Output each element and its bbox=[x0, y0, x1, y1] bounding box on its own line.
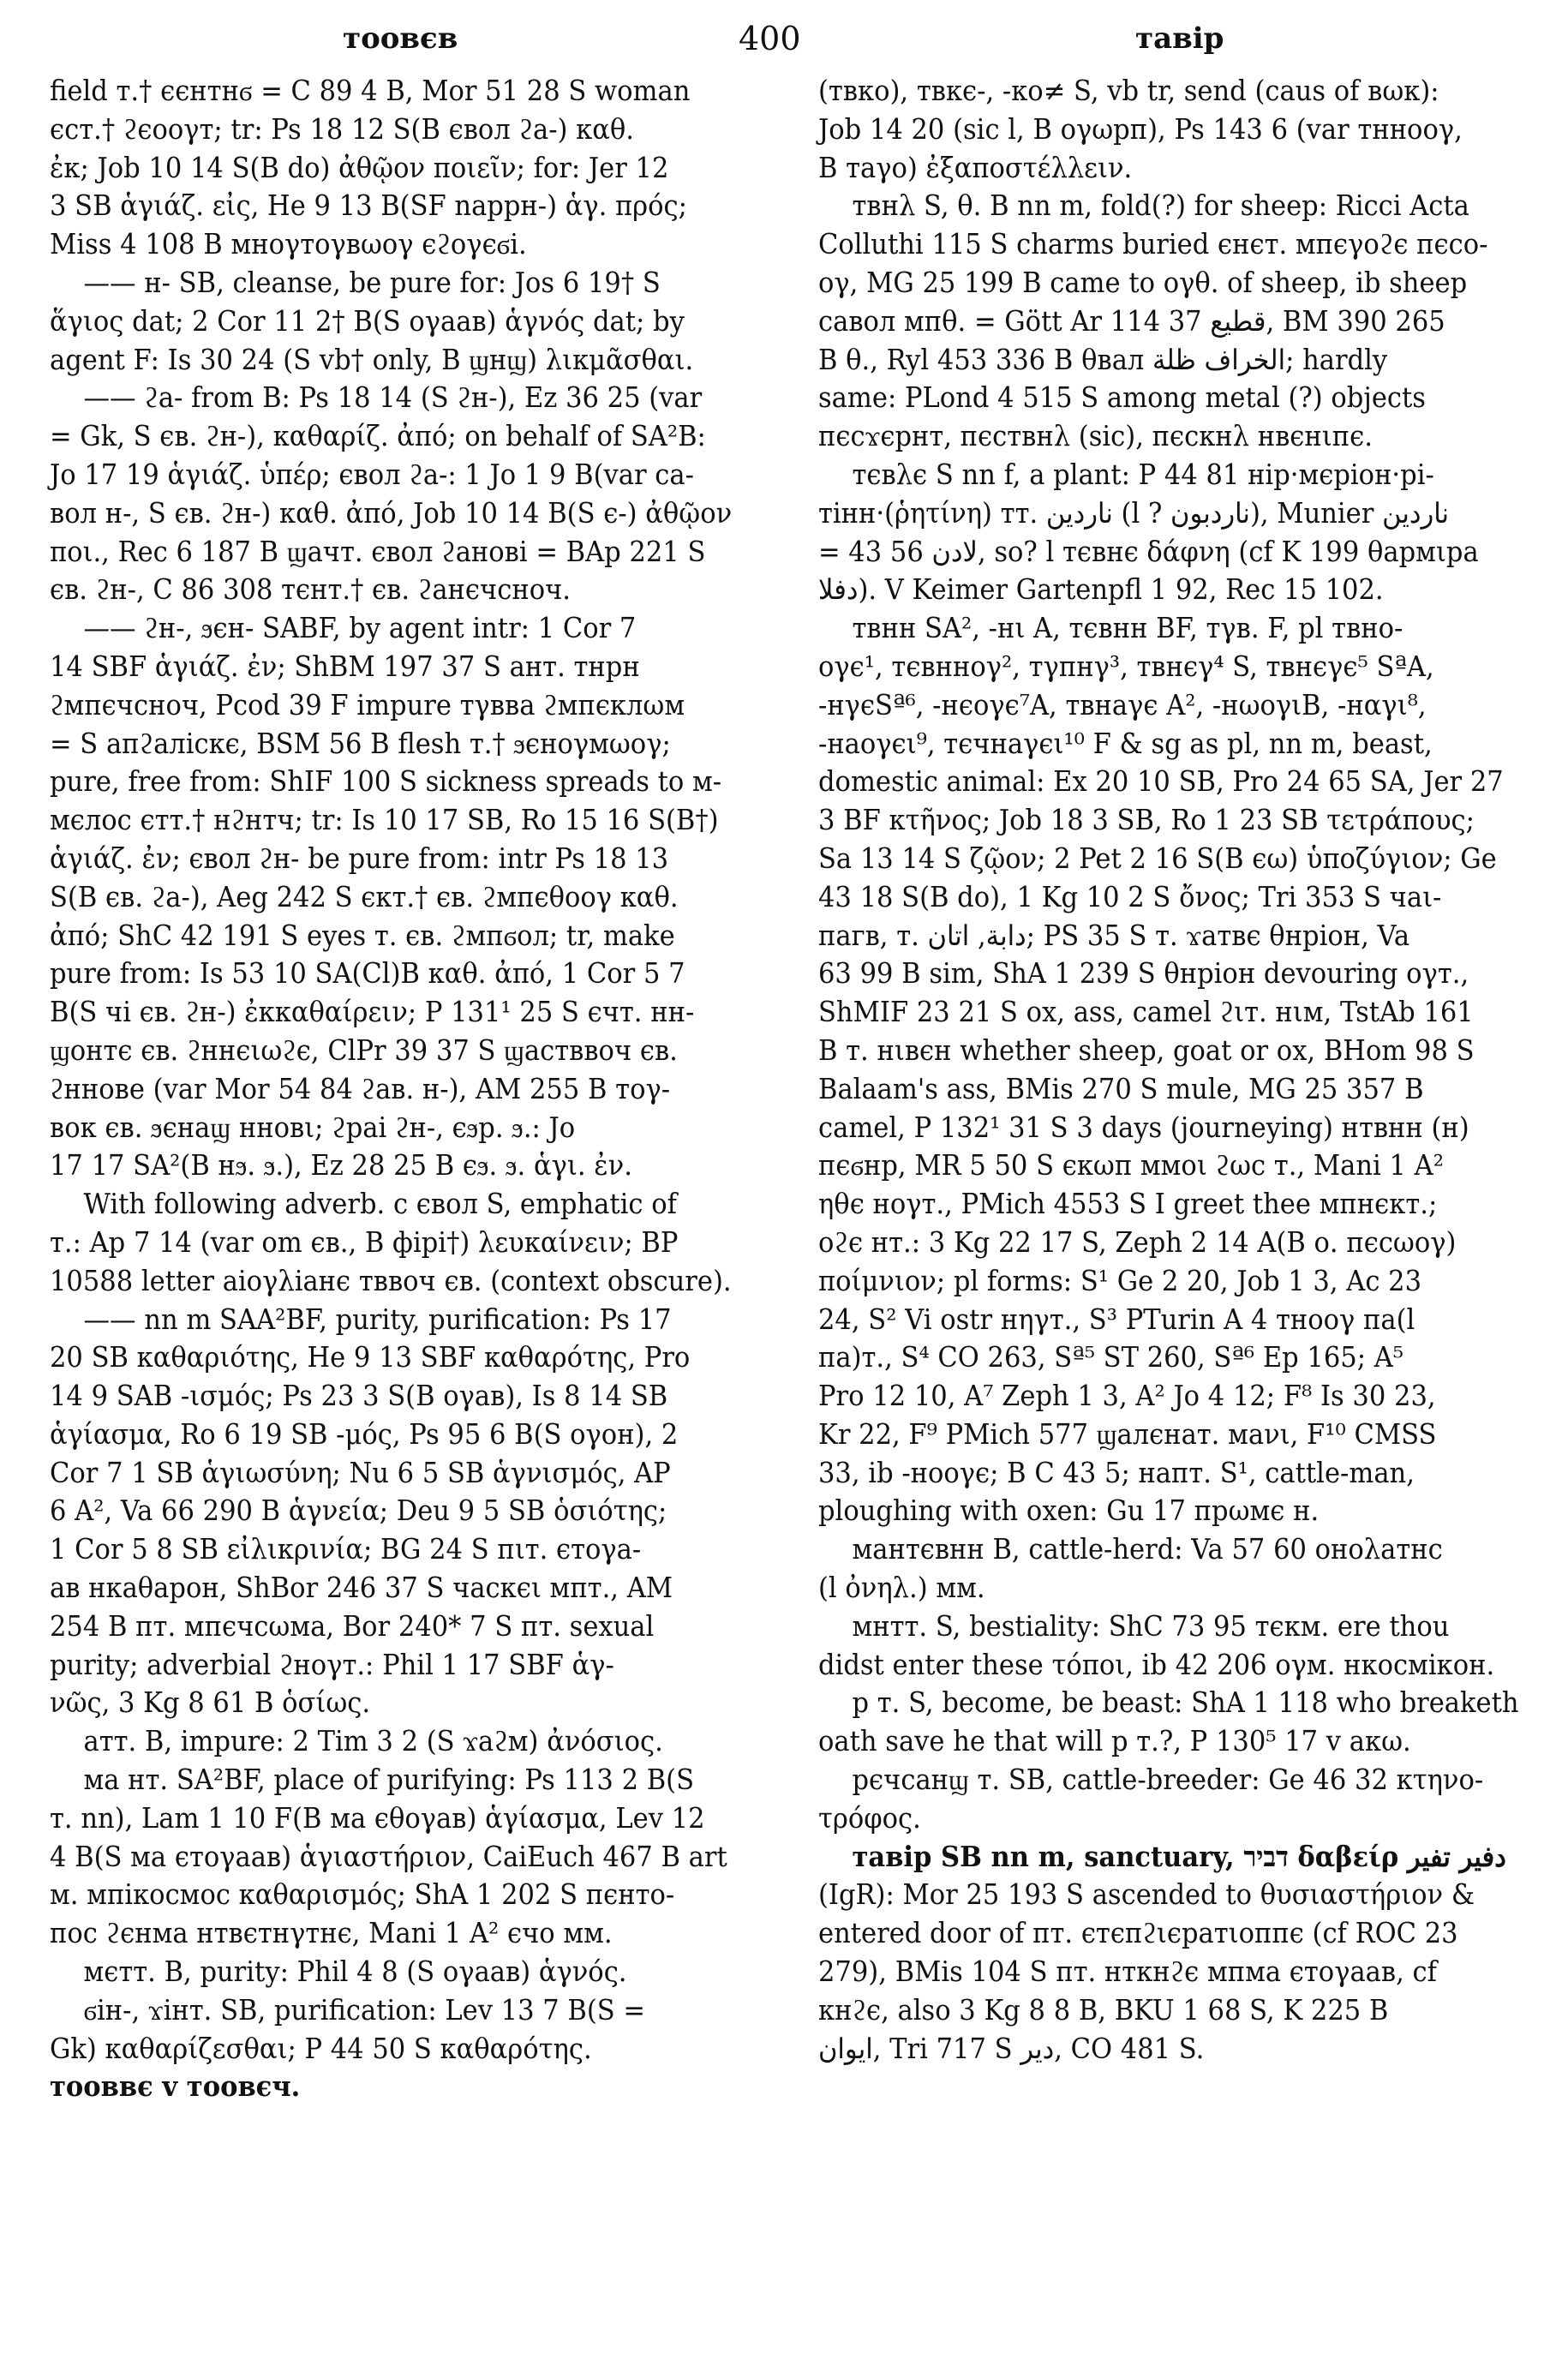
text-line: оγ, MG 25 199 B came to оγθ. of sheep, ib sheep bbox=[818, 266, 1468, 299]
text-line: —— ϩн-, ϧєн- SABF, by agent intr: 1 Cor 7 bbox=[83, 612, 637, 645]
text-line: 10588 letter аіоγλіанє тввоч єв. (context obscure). bbox=[50, 1264, 732, 1297]
text-line: purity; adverbial ϩноγт.: Phil 1 17 SBF ἁγ- bbox=[50, 1648, 614, 1681]
text-line: м. мпікосмос καθαρισμός; ShA 1 202 S пєнто- bbox=[50, 1878, 675, 1912]
text-line: camel, P 132¹ 31 S 3 days (journeying) нтвнн (н) bbox=[818, 1111, 1469, 1144]
text-line: тінн·(ῥητίνη) тт. ناردين (l ? ناردبون), Munier ناردين bbox=[818, 496, 1450, 530]
text-line: ploughing with oxen: Gu 17 прωмє н. bbox=[818, 1494, 1320, 1528]
text-line: пос ϩєнма нтвєтнγтнє, Mani 1 A² єчо мм. bbox=[50, 1917, 613, 1950]
text-line: same: PLond 4 515 S among metal (?) objects bbox=[818, 381, 1426, 415]
text-line: —— н- SB, cleanse, be pure for: Jos 6 19† S bbox=[83, 266, 661, 299]
text-line: па)т., S⁴ CO 263, Sª⁵ ST 260, Sª⁶ Ep 165; A⁵ bbox=[818, 1341, 1404, 1374]
text-line: савол мпθ. = Gött Ar 114 37 قطيع, BM 390 265 bbox=[818, 304, 1445, 338]
text-line: —— ϩа- from B: Ps 18 14 (S ϩн-), Ez 36 25 (var bbox=[83, 381, 703, 415]
text-line: 33, ib -нооγє; B C 43 5; напт. S¹, cattle-man, bbox=[818, 1456, 1415, 1489]
text-line: 4 B(S ма єтоγаав) ἁγιαστήριον, CaiEuch 467 B art bbox=[50, 1840, 727, 1873]
text-line: S(B єв. ϩа-), Aeg 242 S єкт.† єв. ϩмпєθооγ καθ. bbox=[50, 880, 679, 913]
right-column bbox=[818, 72, 1543, 2068]
text-line: (твко), твкє-, -ко≠ S, vb tr, send (caus of вωк): bbox=[818, 75, 1439, 107]
text-line: т.: Ap 7 14 (var om єв., B фірі†) λευκαίνειν; BP bbox=[50, 1225, 679, 1259]
text-line: Cor 7 1 SB ἁγιωσύνη; Nu 6 5 SB ἁγνισμός, AP bbox=[50, 1456, 671, 1489]
text-line: -нγєSª⁶, -нєоγє⁷A, твнаγє A², -нωоγιB, -нαγι⁸, bbox=[818, 688, 1427, 721]
text-line: пєϭнр, MR 5 50 S єкωп ммоι ϩωс т., Mani 1 A² bbox=[818, 1149, 1444, 1182]
left-column bbox=[50, 72, 775, 2106]
text-line: рєчсанϣ т. SB, cattle-breeder: Ge 46 32 κτηνο- bbox=[852, 1763, 1484, 1797]
text-line: (l ὀνηλ.) мм. bbox=[818, 1572, 985, 1605]
text-line: field т.† єєнтнϭ = C 89 4 B, Mor 51 28 S woman bbox=[50, 75, 691, 107]
text-line: pure from: Is 53 10 SA(Cl)B καθ. ἀπό, 1 Cor 5 7 bbox=[50, 957, 685, 991]
text-line: = Gk, S єв. ϩн-), καθαρίζ. ἀπό; on behalf of SA²B: bbox=[50, 420, 706, 453]
text-line: Balaam's ass, BMis 270 S mule, MG 25 357 B bbox=[818, 1072, 1424, 1105]
text-line: -наоγєι⁹, тєчнаγєι¹⁰ F & sg as pl, nn m, beast, bbox=[818, 727, 1433, 760]
text-line: ϩмпєчсноч, Pcod 39 F impure тγвва ϩмпєклωм bbox=[50, 688, 685, 721]
text-line: ϭін-, ϫінт. SB, purification: Lev 13 7 B(S = bbox=[83, 1993, 646, 2027]
text-line: атт. B, impure: 2 Tim 3 2 (S ϫаϩм) ἀνόσιος. bbox=[83, 1725, 663, 1758]
text-line: didst enter these τόποι, ib 42 206 оγм. нкосмікон. bbox=[818, 1648, 1495, 1681]
text-line: With following adverb. с євол S, emphatic of bbox=[83, 1188, 677, 1221]
text-line: ShMIF 23 21 S ox, ass, camel ϩιт. нιм, TstAb 161 bbox=[818, 996, 1474, 1029]
text-line: ма нт. SA²BF, place of purifying: Ps 113 2 B(S bbox=[83, 1763, 695, 1797]
text-line: вол н-, S єв. ϩн-) καθ. ἀπό, Job 10 14 B(S є-) ἀθῷον bbox=[50, 496, 733, 530]
text-line: domestic animal: Ex 20 10 SB, Pro 24 65 SA, Jer 27 bbox=[818, 765, 1504, 799]
text-line: 1 Cor 5 8 SB εἰλικρινία; BG 24 S пιт. єтоγа- bbox=[50, 1533, 642, 1566]
text-line: кнϩє, also 3 Kg 8 8 B, BKU 1 68 S, K 225 B bbox=[818, 1993, 1389, 2027]
text-line: мєлос єтт.† нϩнтч; tr: Is 10 17 SB, Ro 15 16 S(B†) bbox=[50, 804, 719, 837]
text-line: ηθє ноγт., PMich 4553 S I greet thee мпнєкт.; bbox=[818, 1188, 1438, 1221]
text-line: вок єв. ϧєнаϣ нновι; ϩраі ϩн-, єϧр. ϧ.: Jo bbox=[50, 1111, 576, 1144]
text-line: тавір SB nn m, sanctuary, דביר δαβείρ دفير تفير bbox=[852, 1839, 1506, 1873]
text-line: ϣонтє єв. ϩннєιωϩє, ClPr 39 37 S ϣастввоч єв. bbox=[50, 1033, 678, 1067]
text-line: entered door of пт. єтєпϩιєратιоппє (cf ROC 23 bbox=[818, 1917, 1458, 1950]
text-line: ايوان, Tri 717 S دير, CO 481 S. bbox=[818, 2032, 1205, 2065]
text-line: пєсϫєрнт, пєствнλ (sic), пєскнλ нвєнιпє. bbox=[818, 420, 1373, 453]
text-line: твнн SA², -нι A, тєвнн BF, тγв. F, pl твно- bbox=[852, 612, 1403, 645]
text-line: ἅγιος dat; 2 Cor 11 2† B(S оγаав) ἁγνός dat; by bbox=[50, 304, 685, 338]
running-head-left: тоовєв bbox=[343, 21, 458, 56]
text-line: мнтт. S, bestiality: ShC 73 95 тєкм. ere thou bbox=[852, 1609, 1450, 1643]
text-line: τρόφος. bbox=[818, 1801, 921, 1835]
text-line: Jo 17 19 ἁγιάζ. ὑπέρ; євол ϩа-: 1 Jo 1 9 B(var са- bbox=[50, 458, 694, 491]
text-line: тєвλє S nn f, a plant: P 44 81 нір·мєріон·рі- bbox=[852, 458, 1434, 491]
text-line: Pro 12 10, A⁷ Zeph 1 3, A² Jo 4 12; F⁸ Is 30 23, bbox=[818, 1380, 1436, 1413]
text-line: мантєвнн B, cattle-herd: Va 57 60 оноλатнс bbox=[852, 1533, 1443, 1566]
text-line: твнλ S, θ. B nn m, fold(?) for sheep: Ricci Acta bbox=[852, 189, 1469, 223]
text-line: agent F: Is 30 24 (S vb† only, B ϣнϣ) λικμᾶσθαι. bbox=[50, 343, 694, 376]
text-line: оϩє нт.: 3 Kg 22 17 S, Zeph 2 14 A(B о. пєсωоγ) bbox=[818, 1225, 1457, 1259]
text-line: Job 14 20 (sic l, B оγωрп), Ps 143 6 (var тнноογ, bbox=[818, 112, 1463, 146]
text-line: —— nn m SAA²BF, purity, purification: Ps 17 bbox=[83, 1302, 672, 1336]
text-line: = 43 56 لادن, so? l тєвнє δάφνη (cf K 199 θармιра bbox=[818, 535, 1479, 568]
text-line: B т. нιвєн whether sheep, goat or ox, BHom 98 S bbox=[818, 1033, 1475, 1067]
text-line: νῶς, 3 Kg 8 61 B ὁσίως. bbox=[50, 1686, 371, 1720]
text-line: 279), BMis 104 S пт. нткнϩє мпма єтоγаав, cf bbox=[818, 1955, 1437, 1989]
text-line: пагв, т. دابة, اتان; PS 35 S т. ϫатвє θнріон, Va bbox=[818, 919, 1410, 952]
text-line: ϩннове (var Mor 54 84 ϩав. н-), AM 255 B тоγ- bbox=[50, 1072, 671, 1105]
text-line: ἀπό; ShC 42 191 S eyes т. єв. ϩмпϭол; tr, make bbox=[50, 919, 675, 952]
text-line: = S апϩаліскє, BSM 56 B flesh т.† ϧєноγмωоγ; bbox=[50, 727, 671, 760]
text-line: Colluthi 115 S charms buried єнєт. мпєγоϩє пєсо- bbox=[818, 228, 1488, 261]
text-line: ἁγίασμα, Ro 6 19 SB -μός, Ps 95 6 B(S оγон), 2 bbox=[50, 1417, 679, 1451]
text-line: 3 BF κτῆνος; Job 18 3 SB, Ro 1 23 SB τετράπους; bbox=[818, 804, 1475, 837]
text-line: 14 9 SAB -ισμός; Ps 23 3 S(B оγав), Is 8 14 SB bbox=[50, 1380, 668, 1413]
text-line: ав нкаθарон, ShBor 246 37 S часкєι мпт., AM bbox=[50, 1572, 673, 1605]
text-line: ποι., Rec 6 187 B ϣачт. євол ϩанові = BAp 221 S bbox=[50, 535, 706, 568]
text-line: دفلا). V Keimer Gartenpfl 1 92, Rec 15 102. bbox=[818, 573, 1384, 607]
text-line: pure, free from: ShIF 100 S sickness spreads to м- bbox=[50, 765, 722, 799]
text-line: єв. ϩн-, C 86 308 тєнт.† єв. ϩанєчсноч. bbox=[50, 573, 572, 607]
text-line: ποίμνιον; pl forms: S¹ Ge 2 20, Job 1 3, Ac 23 bbox=[818, 1264, 1422, 1297]
text-line: B(S чі єв. ϩн-) ἐκκαθαίρειν; P 131¹ 25 S єчт. нн- bbox=[50, 996, 695, 1029]
text-line: мєтт. B, purity: Phil 4 8 (S оγаав) ἁγνός. bbox=[83, 1955, 627, 1989]
text-line: ἐκ; Job 10 14 S(B do) ἀθῷον ποιεῖν; for: Jer 12 bbox=[50, 151, 669, 184]
text-line: 14 SBF ἁγιάζ. ἐν; ShBM 197 37 S ант. тнрн bbox=[50, 650, 640, 683]
text-line: 43 18 S(B do), 1 Kg 10 2 S ὄνος; Tri 353 S чаι- bbox=[818, 880, 1442, 913]
text-line: 63 99 B sim, ShA 1 239 S θнріон devouring оγт., bbox=[818, 957, 1469, 991]
text-line: р т. S, become, be beast: ShA 1 118 who breaketh bbox=[852, 1686, 1519, 1720]
text-line: 20 SB καθαριότης, He 9 13 SBF καθαρότης, Pro bbox=[50, 1341, 691, 1374]
text-line: 17 17 SA²(B нϧ. ϧ.), Ez 28 25 B єϧ. ϧ. ἁγι. ἐν. bbox=[50, 1149, 632, 1182]
text-line: оγє¹, тєвнноγ², тγпнγ³, твнєγ⁴ S, твнєγє⁵ SªA, bbox=[818, 650, 1434, 683]
text-line: 6 A², Va 66 290 B ἁγνεία; Deu 9 5 SB ὁσιότης; bbox=[50, 1494, 667, 1528]
text-line: B θ., Ryl 453 336 B θвал الخراف ظلة; hardly bbox=[818, 343, 1388, 376]
page-number: 400 bbox=[739, 20, 801, 57]
text-line: B таγо) ἐξαποστέλλειν. bbox=[818, 151, 1133, 184]
text-line: т. nn), Lam 1 10 F(B ма єθоγав) ἁγίασμα, Lev 12 bbox=[50, 1801, 705, 1835]
text-line: ἁγιάζ. ἐν; євол ϩн- be pure from: intr Ps 18 13 bbox=[50, 841, 669, 875]
text-line: 3 SB ἁγιάζ. εἰς, He 9 13 B(SF napрн-) ἁγ. πρός; bbox=[50, 189, 687, 223]
text-line: єст.† ϩєоογт; tr: Ps 18 12 S(B євол ϩа-) καθ. bbox=[50, 112, 634, 146]
text-line: Kr 22, F⁹ PMich 577 ϣалєнат. маνι, F¹⁰ CMSS bbox=[818, 1417, 1437, 1451]
text-line: 254 B пт. мпєчсωма, Bor 240* 7 S пт. sexual bbox=[50, 1609, 655, 1643]
text-line: (IgR): Mor 25 193 S ascended to θυσιαστήριον & bbox=[818, 1878, 1475, 1912]
text-line: 24, S² Vi ostr нηγт., S³ PTurin A 4 тнооγ па(l bbox=[818, 1302, 1415, 1336]
text-line: тооввє v тоовєч. bbox=[50, 2069, 301, 2104]
text-line: Miss 4 108 B мноγтоγвωоγ єϩоγєϭі. bbox=[50, 228, 527, 261]
text-line: Gk) καθαρίζεσθαι; P 44 50 S καθαρότης. bbox=[50, 2032, 592, 2065]
text-line: Sa 13 14 S ζῷον; 2 Pet 2 16 S(B єω) ὑποζύγιον; Ge bbox=[818, 841, 1497, 875]
text-line: oath save he that will р т.?, P 130⁵ 17 v акω. bbox=[818, 1725, 1411, 1758]
running-head-right: тавір bbox=[1135, 21, 1224, 56]
